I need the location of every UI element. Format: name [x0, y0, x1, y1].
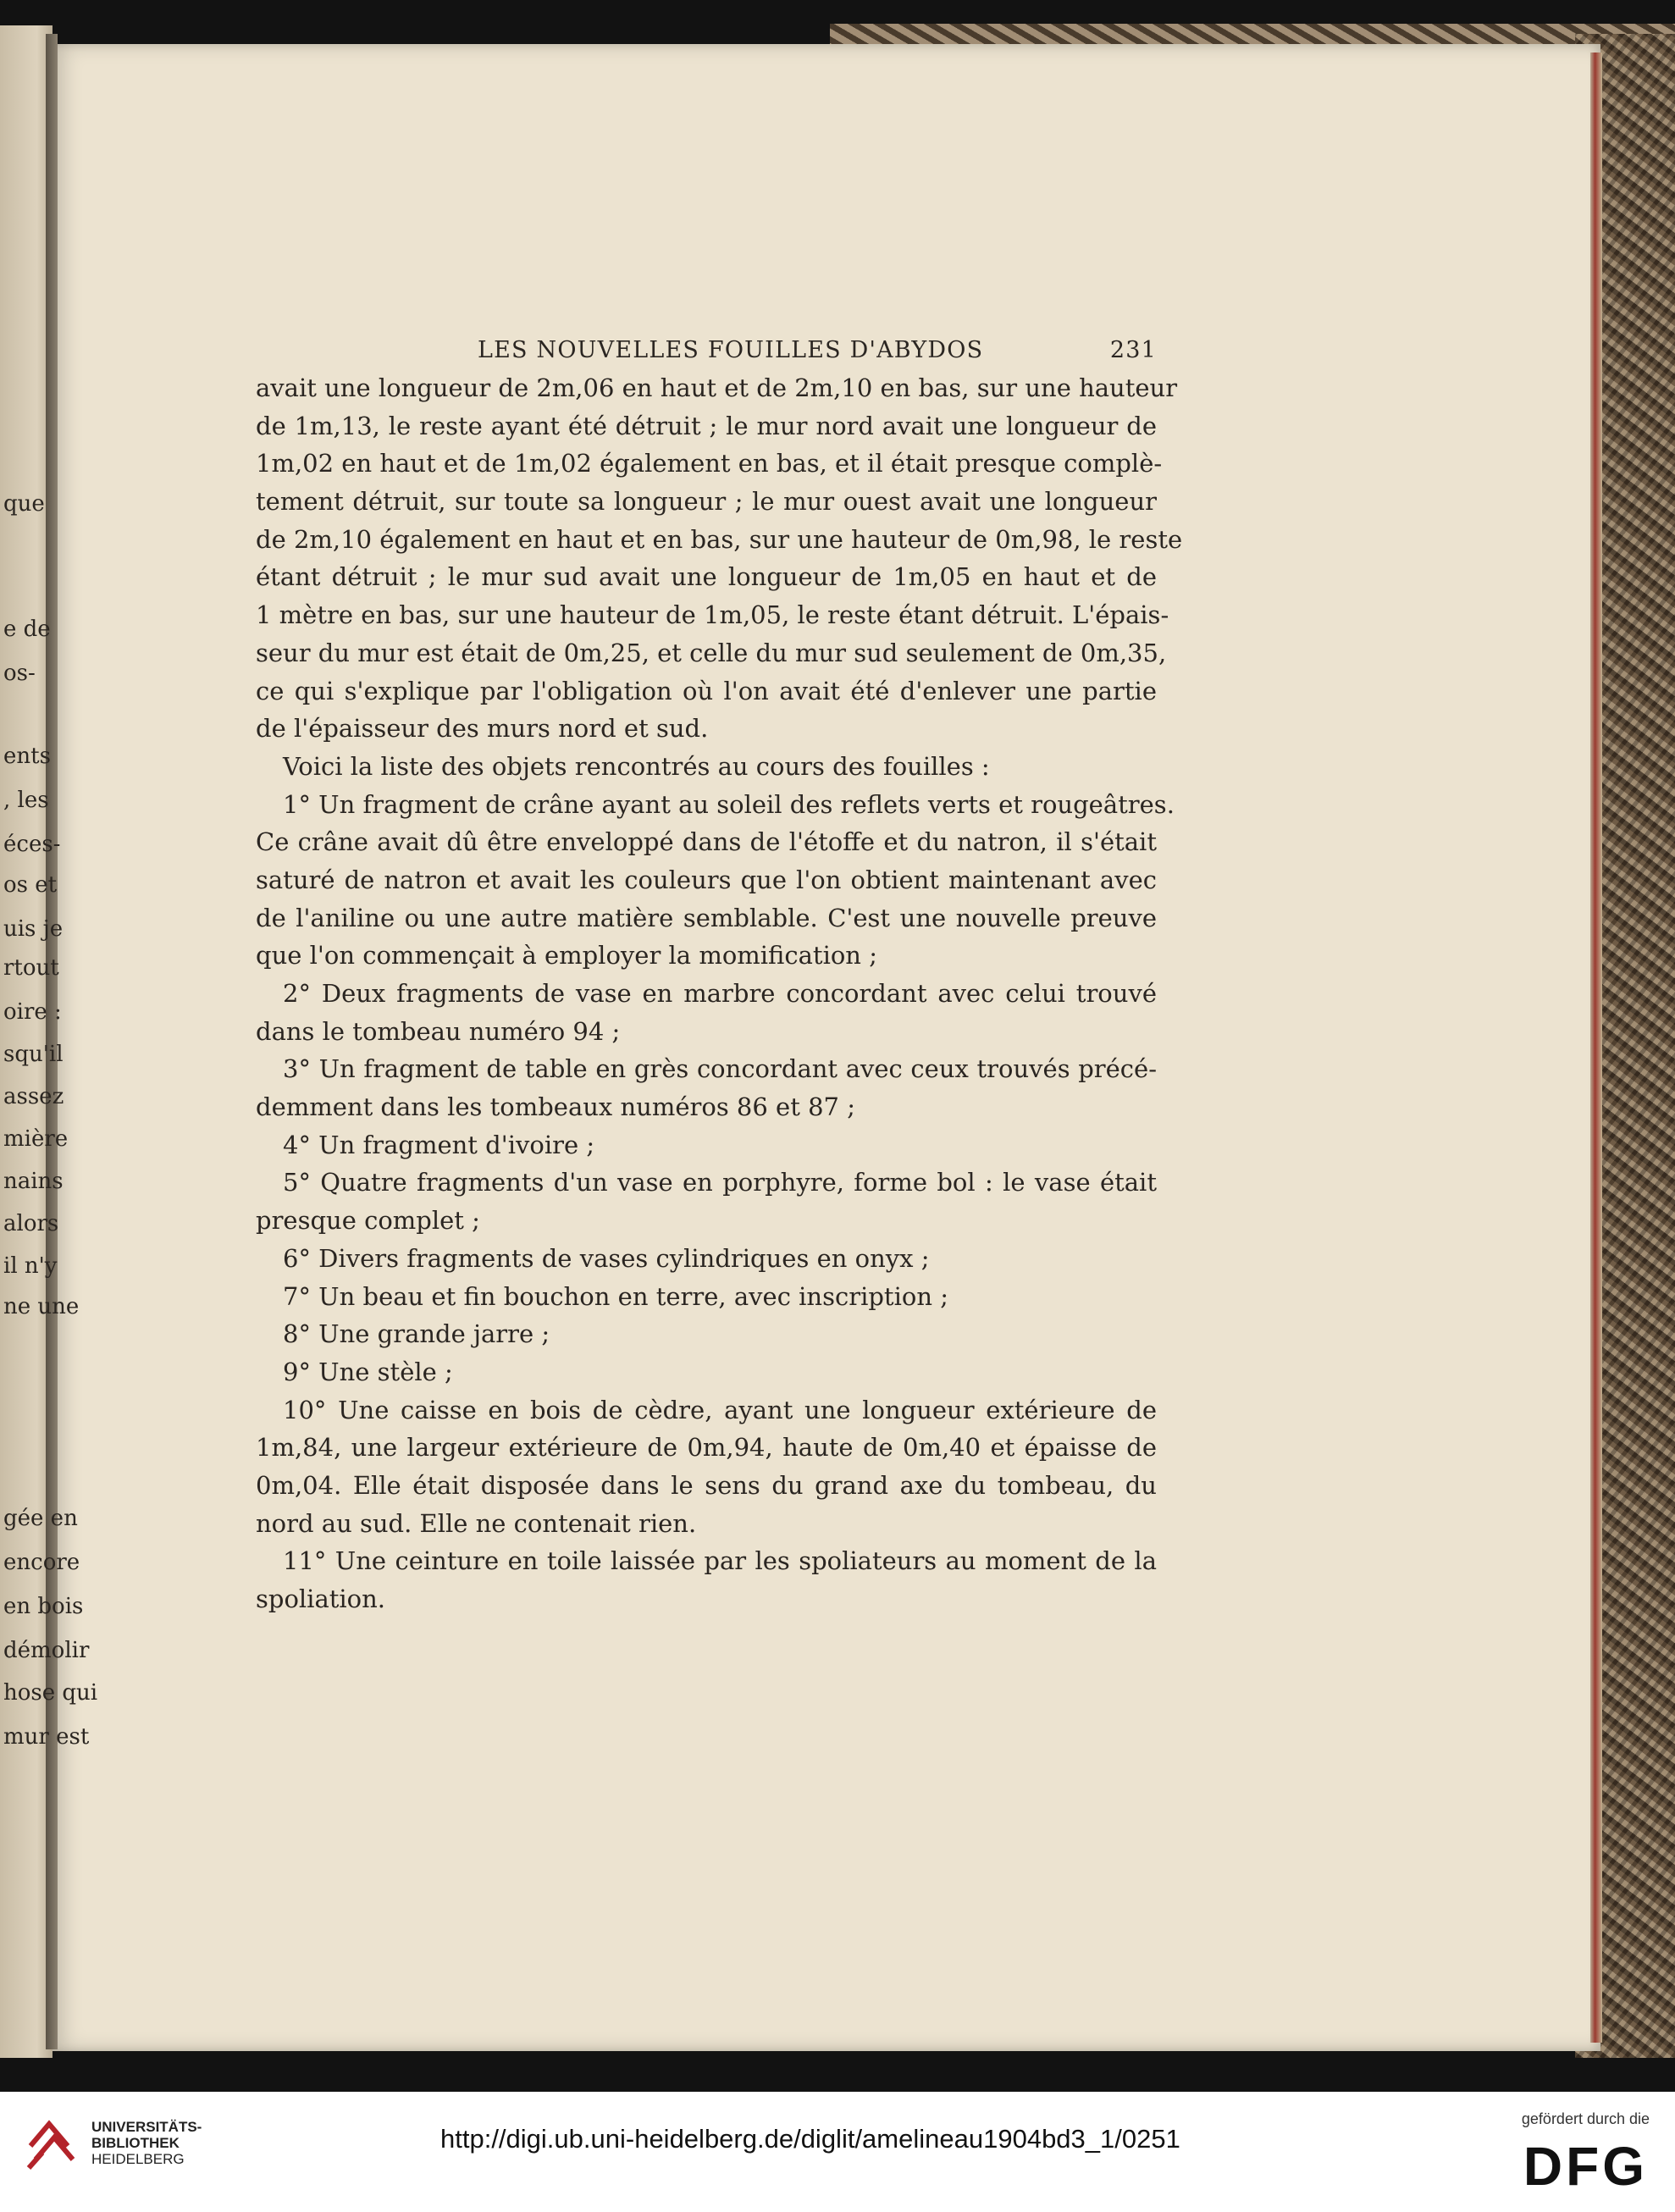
library-name-line: UNIVERSITÄTS- — [91, 2119, 202, 2135]
university-library-logo-icon[interactable] — [24, 2112, 78, 2173]
list-item: 11° Une ceinture en toile laissée par les spoliateurs au moment de la — [283, 1546, 1157, 1576]
text-line: avait une longueur de 2m,06 en haut et de 2m,10 en bas, sur une hauteur — [256, 373, 1178, 402]
text-line: demment dans les tombeaux numéros 86 et 87 ; — [256, 1092, 855, 1122]
fragment: mière — [3, 1126, 69, 1152]
text-line: dans le tombeau numéro 94 ; — [256, 1016, 621, 1046]
fragment: encore — [3, 1550, 80, 1575]
text-line: nord au sud. Elle ne contenait rien. — [256, 1508, 697, 1538]
list-item: 7° Un beau et fin bouchon en terre, avec inscription ; — [283, 1281, 948, 1311]
running-header — [256, 337, 1157, 371]
dfg-logo[interactable]: DFG — [1523, 2136, 1648, 2197]
text-line: de l'aniline ou une autre matière semblable. C'est une nouvelle preuve — [256, 903, 1157, 932]
text-line: de 1m,13, le reste ayant été détruit ; le mur nord avait une longueur de — [256, 411, 1157, 440]
library-name-line: HEIDELBERG — [91, 2151, 185, 2167]
list-item: 5° Quatre fragments d'un vase en porphyre, forme bol : le vase était — [283, 1168, 1157, 1197]
list-item: 2° Deux fragments de vase en marbre concordant avec celui trouvé — [283, 979, 1157, 1008]
fragment: en bois — [3, 1594, 84, 1619]
fragment: e de — [3, 617, 51, 642]
fragment: que — [3, 491, 45, 517]
library-name[interactable] — [91, 2119, 202, 2167]
fragment: mur est — [3, 1724, 90, 1750]
fragment: squ'il — [3, 1042, 64, 1067]
text-line: spoliation. — [256, 1584, 386, 1613]
text-line: ce qui s'explique par l'obligation où l'on avait été d'enlever une partie — [256, 676, 1157, 705]
fragment: , les — [3, 788, 49, 813]
running-title: LES NOUVELLES FOUILLES D'ABYDOS — [478, 337, 984, 363]
body-text — [256, 369, 1183, 1618]
text-line: Voici la liste des objets rencontrés au cours des fouilles : — [283, 751, 990, 781]
text-line: seur du mur est était de 0m,25, et celle du mur sud seulement de 0m,35, — [256, 638, 1167, 667]
text-line: de 2m,10 également en haut et en bas, sur une hauteur de 0m,98, le reste — [256, 524, 1183, 554]
fragment: rtout — [3, 955, 59, 981]
text-line: presque complet ; — [256, 1206, 480, 1236]
list-item: 9° Une stèle ; — [283, 1357, 453, 1386]
fragment: il n'y — [3, 1253, 58, 1279]
fragment: oire : — [3, 999, 62, 1025]
list-item: 3° Un fragment de table en grès concordant avec ceux trouvés précé- — [283, 1054, 1157, 1084]
text-line: de l'épaisseur des murs nord et sud. — [256, 714, 709, 744]
text-line: saturé de natron et avait les couleurs que l'on obtient maintenant avec — [256, 865, 1157, 894]
list-item: 4° Un fragment d'ivoire ; — [283, 1130, 595, 1159]
funding-note: gefördert durch die — [1521, 2110, 1650, 2127]
fragment: ne une — [3, 1294, 80, 1319]
page-number: 231 — [1109, 337, 1157, 363]
fragment: gée en — [3, 1506, 78, 1531]
fragment: os- — [3, 661, 36, 686]
fragment: assez — [3, 1084, 64, 1109]
fragment: alors — [3, 1211, 59, 1236]
text-line: Ce crâne avait dû être enveloppé dans de l'étoffe et du natron, il s'était — [256, 827, 1157, 857]
viewer-footer — [0, 2092, 1675, 2212]
text-line: 1 mètre en bas, sur une hauteur de 1m,05, le reste étant détruit. L'épais- — [256, 600, 1169, 630]
fragment: éces- — [3, 832, 61, 857]
text-line: étant détruit ; le mur sud avait une longueur de 1m,05 en haut et de — [256, 562, 1157, 592]
text-line: tement détruit, sur toute sa longueur ; le mur ouest avait une longueur — [256, 487, 1157, 517]
fragment: démolir — [3, 1638, 90, 1663]
text-line: 1m,02 en haut et de 1m,02 également en bas, et il était presque complè- — [256, 449, 1163, 478]
list-item: 8° Une grande jarre ; — [283, 1319, 550, 1349]
permalink-url[interactable]: http://digi.ub.uni-heidelberg.de/diglit/amelineau1904bd3_1/0251 — [440, 2124, 1180, 2154]
library-name-line: BIBLIOTHEK — [91, 2135, 180, 2151]
list-item: 10° Une caisse en bois de cèdre, ayant une longueur extérieure de — [283, 1395, 1157, 1424]
fragment: nains — [3, 1169, 64, 1194]
list-item: 6° Divers fragments de vases cylindriques en onyx ; — [283, 1243, 930, 1273]
fragment: ents — [3, 744, 51, 769]
text-line: 0m,04. Elle était disposée dans le sens du grand axe du tombeau, du — [256, 1470, 1157, 1500]
list-item: 1° Un fragment de crâne ayant au soleil des reflets verts et rougeâtres. — [283, 789, 1175, 819]
page-red-edge — [1590, 53, 1602, 2043]
text-line: 1m,84, une largeur extérieure de 0m,94, haute de 0m,40 et épaisse de — [256, 1433, 1157, 1463]
fragment: uis je — [3, 916, 64, 942]
text-line: que l'on commençait à employer la momification ; — [256, 941, 877, 971]
fragment: os et — [3, 872, 58, 898]
fragment: hose qui — [3, 1680, 98, 1706]
